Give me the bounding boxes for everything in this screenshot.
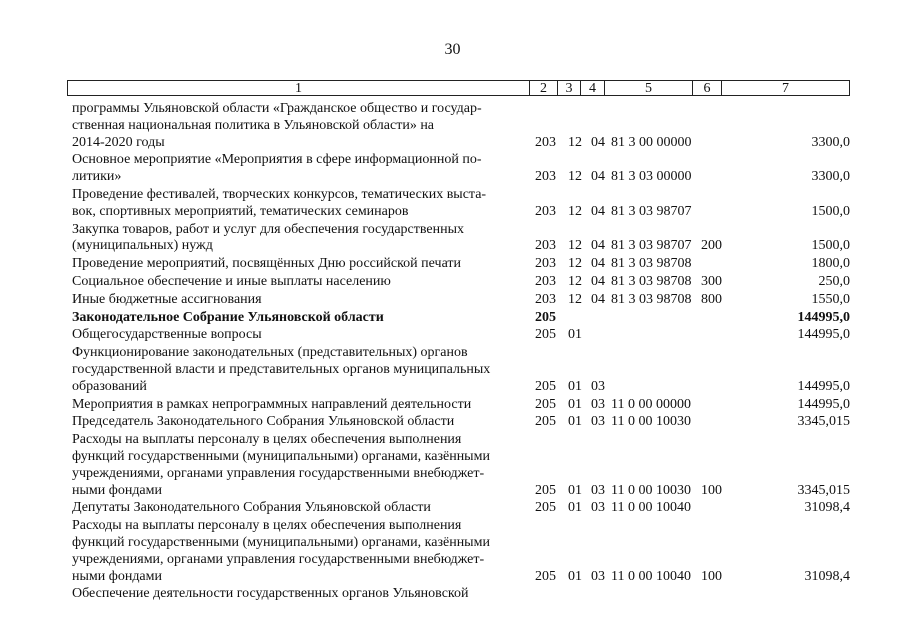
row-code-target: 11 0 00 10030 — [611, 482, 691, 498]
row-amount: 3300,0 — [811, 134, 850, 150]
row-code-subsection: 04 — [591, 291, 605, 307]
row-name: Социальное обеспечение и иные выплаты населению — [72, 273, 391, 289]
row-name: Законодательное Собрание Ульяновской области — [72, 309, 384, 325]
table-header — [67, 80, 850, 96]
row-code-target: 81 3 03 98707 — [611, 238, 692, 254]
row-code-admin: 205 — [535, 378, 556, 394]
row-code-target: 11 0 00 10030 — [611, 414, 691, 430]
row-code-section: 12 — [568, 134, 582, 150]
row-code-target: 81 3 00 00000 — [611, 134, 692, 150]
row-name: Функционирование законодательных (представительных) органов государственной власти и представительных органов муниципальных образований — [72, 345, 491, 394]
row-code-expense-type: 100 — [701, 482, 722, 498]
table-row — [72, 256, 850, 273]
table-row — [72, 187, 850, 221]
row-code-target: 11 0 00 10040 — [611, 500, 691, 516]
table-body — [72, 101, 850, 604]
row-code-section: 12 — [568, 203, 582, 219]
header-col-2: 2 — [530, 81, 558, 95]
table-row — [72, 310, 850, 327]
row-code-target: 81 3 03 98707 — [611, 203, 692, 219]
row-code-target: 11 0 00 00000 — [611, 396, 691, 412]
table-row — [72, 101, 850, 151]
table-row — [72, 586, 850, 603]
row-name: программы Ульяновской области «Гражданское общество и государ- ственная национальная политика в Ульяновской области» на 2014-2020 годы — [72, 101, 482, 150]
row-code-subsection: 04 — [591, 256, 605, 272]
row-code-admin: 205 — [535, 568, 556, 584]
row-code-admin: 205 — [535, 309, 556, 325]
row-code-subsection: 04 — [591, 134, 605, 150]
row-code-target: 81 3 03 98708 — [611, 256, 692, 272]
row-amount: 3300,0 — [811, 169, 850, 185]
header-col-6: 6 — [693, 81, 722, 95]
row-name: Основное мероприятие «Мероприятия в сфере информационной по- литики» — [72, 152, 482, 185]
row-amount: 31098,4 — [804, 500, 850, 516]
row-code-subsection: 03 — [591, 568, 605, 584]
row-code-subsection: 03 — [591, 500, 605, 516]
row-code-section: 01 — [568, 568, 582, 584]
row-code-subsection: 04 — [591, 238, 605, 254]
row-code-admin: 203 — [535, 291, 556, 307]
row-code-section: 01 — [568, 378, 582, 394]
row-code-subsection: 04 — [591, 203, 605, 219]
header-col-4: 4 — [581, 81, 605, 95]
row-name: Закупка товаров, работ и услуг для обеспечения государственных (муниципальных) нужд — [72, 221, 465, 254]
row-name: Иные бюджетные ассигнования — [72, 291, 262, 307]
row-code-admin: 205 — [535, 414, 556, 430]
row-code-expense-type: 300 — [701, 273, 722, 289]
row-code-subsection: 03 — [591, 482, 605, 498]
table-row — [72, 292, 850, 309]
row-amount: 250,0 — [818, 273, 850, 289]
row-amount: 144995,0 — [797, 396, 850, 412]
row-code-target: 81 3 03 98708 — [611, 273, 692, 289]
row-code-target: 81 3 03 98708 — [611, 291, 692, 307]
row-name: Расходы на выплаты персоналу в целях обеспечения выполнения функций государственными (муниципальными) органами, казёнными учреждениями, органами управления государственными внебюджет- ными фондами — [72, 432, 490, 498]
row-amount: 3345,015 — [797, 414, 850, 430]
row-code-section: 01 — [568, 414, 582, 430]
table-row — [72, 222, 850, 256]
header-col-5: 5 — [605, 81, 693, 95]
table-row — [72, 518, 850, 585]
table-row — [72, 327, 850, 344]
row-code-admin: 205 — [535, 482, 556, 498]
row-code-target: 81 3 03 00000 — [611, 169, 692, 185]
row-amount: 1500,0 — [811, 203, 850, 219]
row-code-admin: 203 — [535, 134, 556, 150]
page-number: 30 — [444, 41, 461, 58]
row-code-subsection: 03 — [591, 396, 605, 412]
row-code-subsection: 03 — [591, 378, 605, 394]
table-row — [72, 345, 850, 395]
row-code-admin: 205 — [535, 396, 556, 412]
table-row — [72, 414, 850, 431]
row-code-subsection: 04 — [591, 273, 605, 289]
row-amount: 144995,0 — [797, 309, 850, 325]
row-code-admin: 205 — [535, 327, 556, 343]
row-code-expense-type: 200 — [701, 238, 722, 254]
header-col-3: 3 — [558, 81, 581, 95]
table-row — [72, 432, 850, 499]
row-code-expense-type: 800 — [701, 291, 722, 307]
row-name: Мероприятия в рамках непрограммных направлений деятельности — [72, 396, 472, 412]
table-row — [72, 274, 850, 291]
table-row — [72, 500, 850, 517]
row-amount: 144995,0 — [797, 378, 850, 394]
row-name: Проведение мероприятий, посвящённых Дню российской печати — [72, 256, 462, 272]
row-amount: 1550,0 — [811, 291, 850, 307]
row-code-admin: 203 — [535, 238, 556, 254]
row-code-admin: 203 — [535, 273, 556, 289]
row-code-expense-type: 100 — [701, 568, 722, 584]
row-code-admin: 203 — [535, 169, 556, 185]
table-row — [72, 152, 850, 186]
row-code-subsection: 03 — [591, 414, 605, 430]
header-col-7: 7 — [782, 81, 789, 96]
row-amount: 1800,0 — [811, 256, 850, 272]
row-amount: 1500,0 — [811, 238, 850, 254]
row-name: Депутаты Законодательного Собрания Ульяновской области — [72, 500, 431, 516]
row-code-target: 11 0 00 10040 — [611, 568, 691, 584]
row-code-section: 12 — [568, 256, 582, 272]
row-code-subsection: 04 — [591, 169, 605, 185]
row-code-admin: 203 — [535, 203, 556, 219]
row-code-section: 12 — [568, 169, 582, 185]
row-code-admin: 205 — [535, 500, 556, 516]
row-code-section: 12 — [568, 291, 582, 307]
header-col-1: 1 — [68, 81, 530, 95]
table-row — [72, 397, 850, 414]
row-amount: 144995,0 — [797, 327, 850, 343]
row-code-section: 01 — [568, 500, 582, 516]
row-code-section: 01 — [568, 482, 582, 498]
row-code-admin: 203 — [535, 256, 556, 272]
row-code-section: 12 — [568, 238, 582, 254]
row-name: Расходы на выплаты персоналу в целях обеспечения выполнения функций государственными (муниципальными) органами, казёнными учреждениями, органами управления государственными внебюджет- ными фондами — [72, 518, 490, 584]
row-name: Председатель Законодательного Собрания Ульяновской области — [72, 414, 455, 430]
row-amount: 31098,4 — [804, 568, 850, 584]
row-code-section: 01 — [568, 327, 582, 343]
row-amount: 3345,015 — [797, 482, 850, 498]
row-code-section: 01 — [568, 396, 582, 412]
row-name: Проведение фестивалей, творческих конкурсов, тематических выста- вок, спортивных мероприятий, тематических семинаров — [72, 186, 487, 219]
row-name: Общегосударственные вопросы — [72, 327, 262, 343]
row-name: Обеспечение деятельности государственных органов Ульяновской — [72, 586, 469, 602]
row-code-section: 12 — [568, 273, 582, 289]
